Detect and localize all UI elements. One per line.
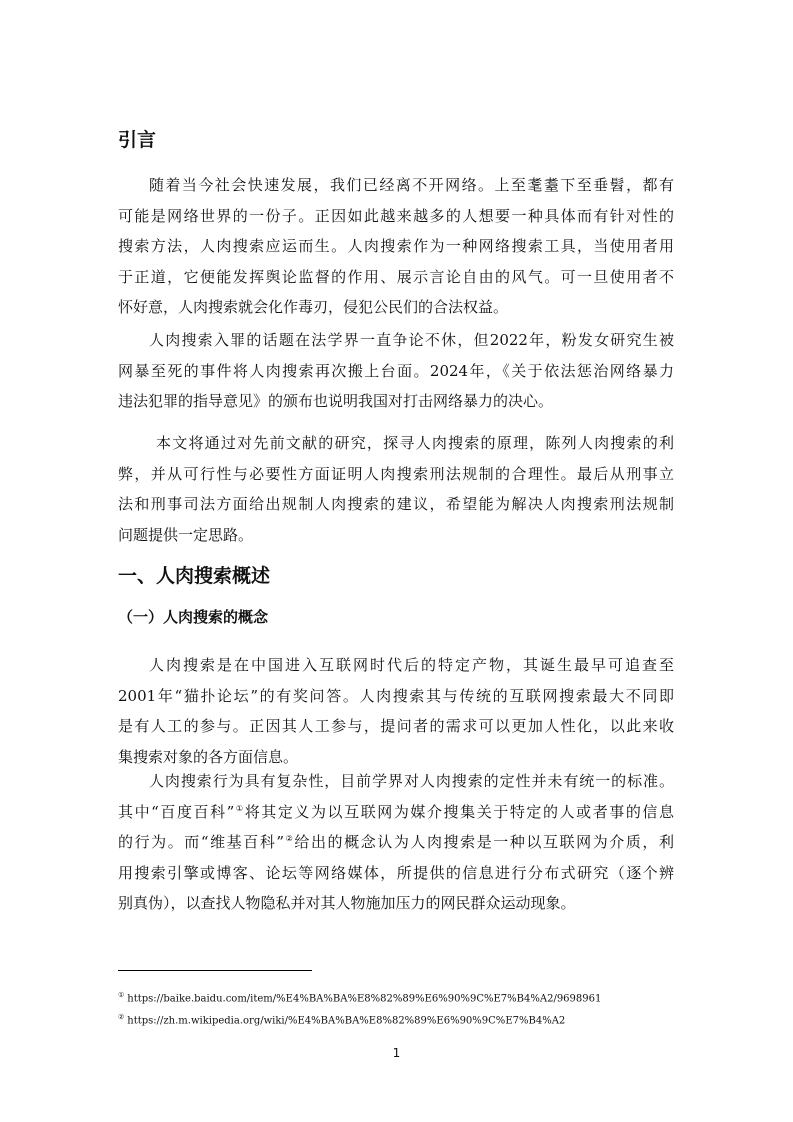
text-line: 人肉搜索行为具有复杂性，目前学界对人肉搜索的定性并未有统一的标准。 — [149, 772, 674, 790]
footnote-mark: ① — [118, 991, 125, 999]
text-line: 2001年“猫扑论坛”的有奖问答。人肉搜索其与传统的互联网搜索最大不同即 — [118, 686, 674, 705]
footnote-ref-1[interactable]: ① — [234, 803, 245, 813]
footnote-1 — [118, 988, 601, 1006]
concept-paragraph-1 — [118, 650, 674, 772]
text-segment: 其中“百度百科” — [118, 802, 235, 821]
text-segment: 将其定义为以互联网为媒介搜集关于特定的人或者事的信息 — [244, 802, 675, 821]
footnote-url[interactable]: https://baike.baidu.com/item/%E4%BA%BA%E8%82%89%E6%90%9C%E7%B4%A2/9698961 — [127, 993, 602, 1005]
text-line: 怀好意，人肉搜索就会化作毒刃，侵犯公民们的合法权益。 — [118, 298, 509, 317]
text-line: 于正道，它便能发挥舆论监督的作用、展示言论自由的风气。可一旦使用者不 — [118, 267, 674, 286]
text-line: 违法犯罪的指导意见》的颁布也说明我国对打击网络暴力的决心。 — [118, 392, 554, 411]
text-line: 可能是网络世界的一份子。正因如此越来越多的人想要一种具体而有针对性的 — [118, 206, 674, 225]
text-line: 本文将通过对先前文献的研究，探寻人肉搜索的原理，陈列人肉搜索的利 — [156, 434, 674, 452]
footnote-mark: ② — [118, 1013, 125, 1021]
page-number: 1 — [392, 1046, 401, 1060]
text-line — [118, 827, 674, 858]
text-line: 人肉搜索是在中国进入互联网时代后的特定产物，其诞生最早可追查至 — [149, 656, 674, 674]
footnote-divider — [118, 970, 312, 971]
text-line: 随着当今社会快速发展，我们已经离不开网络。上至耄耋下至垂髫，都有 — [149, 176, 674, 194]
text-line: 集搜索对象的各方面信息。 — [118, 747, 299, 766]
text-line: 人肉搜索入罪的话题在法学界一直争论不休，但2022年，粉发女研究生被 — [149, 331, 674, 349]
text-segment: 的行为。而“维基百科” — [118, 833, 285, 852]
text-line: 弊，并从可行性与必要性方面证明人肉搜索刑法规制的合理性。最后从刑事立 — [118, 464, 674, 483]
text-line: 问题提供一定思路。 — [118, 525, 254, 544]
text-line — [118, 797, 674, 828]
intro-paragraph-3 — [118, 428, 674, 550]
text-segment: 给出的概念认为人肉搜索是一种以互联网为介质，利 — [294, 833, 675, 852]
intro-paragraph-1 — [118, 170, 674, 323]
footnote-2 — [118, 1010, 565, 1028]
text-line: 搜索方法，人肉搜索应运而生。人肉搜索作为一种网络搜索工具，当使用者用 — [118, 237, 674, 256]
intro-paragraph-2 — [118, 325, 674, 417]
section-1-heading: 一、人肉搜索概述 — [118, 565, 271, 587]
text-line: 是有人工的参与。正因其人工参与，提问者的需求可以更加人性化，以此来收 — [118, 717, 674, 736]
footnote-url[interactable]: https://zh.m.wikipedia.org/wiki/%E4%BA%BA%E8%82%89%E6%90%9C%E7%B4%A2 — [127, 1015, 566, 1027]
text-line: 网暴至死的事件将人肉搜索再次搬上台面。2024年，《关于依法惩治网络暴力 — [118, 361, 674, 380]
text-line: 别真伪），以查找人物隐私并对其人物施加压力的网民群众运动现象。 — [118, 894, 576, 913]
intro-heading: 引言 — [118, 129, 157, 151]
footnote-ref-2[interactable]: ② — [284, 834, 295, 844]
subsection-1-heading: （一）人肉搜索的概念 — [118, 608, 269, 626]
text-line: 用搜索引擎或博客、论坛等网络媒体，所提供的信息进行分布式研究（逐个辨 — [118, 863, 674, 882]
text-line: 法和刑事司法方面给出规制人肉搜索的建议，希望能为解决人肉搜索刑法规制 — [118, 495, 674, 514]
concept-paragraph-2 — [118, 766, 674, 919]
